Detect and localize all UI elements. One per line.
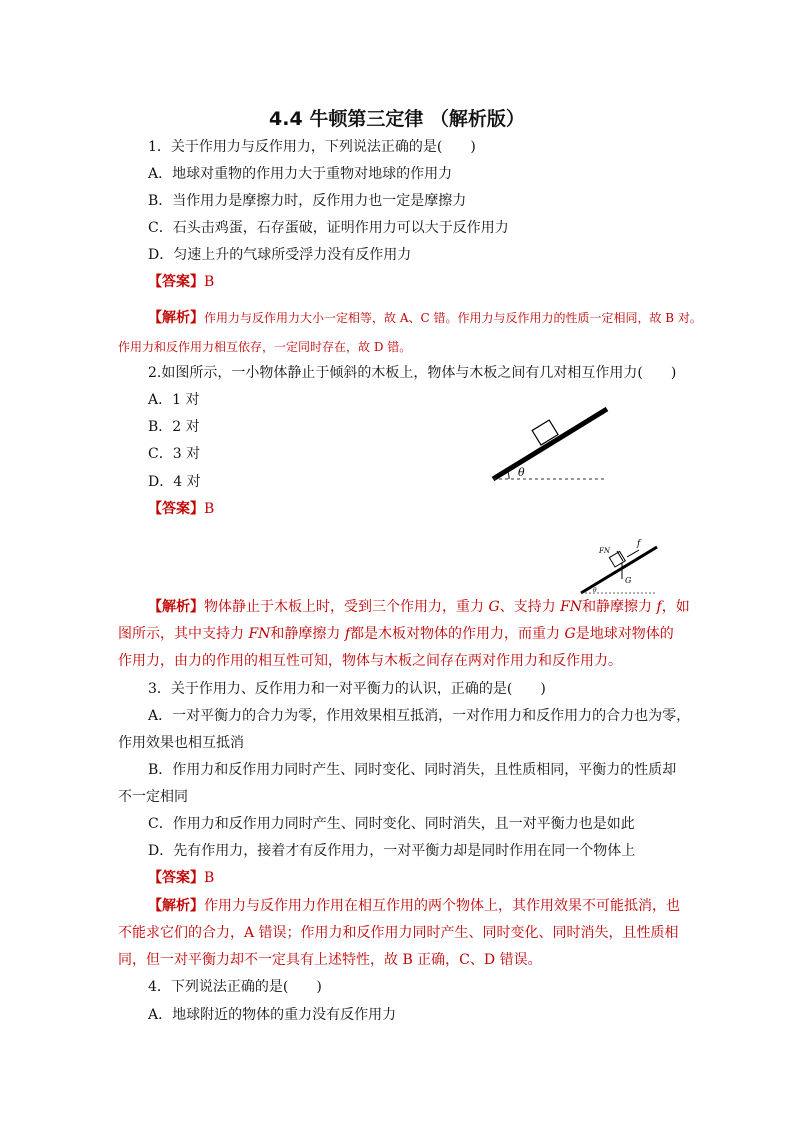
q4-option-a: A．地球附近的物体的重力没有反作用力 — [148, 1007, 397, 1023]
q3-option-d: D．先有作用力，接着才有反作用力，一对平衡力却是同时作用在同一个物体上 — [148, 843, 636, 859]
q2-stem: 2.如图所示，一小物体静止于倾斜的木板上，物体与木板之间有几对相互作用力( ) — [148, 365, 677, 381]
fn-label: FN — [599, 547, 610, 555]
q2-analysis — [148, 597, 690, 617]
q3-option-b: B．作用力和反作用力同时产生、同时变化、同时消失，且性质相同，平衡力的性质却 — [148, 762, 677, 778]
incline-board — [493, 409, 607, 479]
answer-value: B — [204, 501, 215, 517]
analysis-tag: 【解析】 — [148, 310, 204, 326]
q2-option-a: A．1 对 — [148, 392, 200, 408]
q2-option-b: B．2 对 — [148, 419, 200, 435]
q3-option-a-cont: 作用效果也相互抵消 — [118, 735, 244, 751]
q2-analysis-cont2: 作用力，由力的作用的相互性可知，物体与木板之间存在两对作用力和反作用力。 — [118, 653, 622, 669]
answer-tag: 【答案】 — [148, 501, 204, 517]
g-label: G — [625, 576, 632, 585]
q3-answer — [148, 868, 214, 888]
q1-option-b: B．当作用力是摩擦力时，反作用力也一定是摩擦力 — [148, 193, 467, 209]
q3-analysis — [148, 896, 680, 916]
force-block — [609, 551, 625, 567]
incline-figure — [485, 400, 615, 490]
answer-tag: 【答案】 — [148, 870, 204, 886]
force-diagram — [575, 535, 675, 601]
q3-option-b-cont: 不一定相同 — [118, 789, 188, 805]
q2-option-c: C．3 对 — [148, 446, 201, 462]
q1-analysis-cont: 作用力和反作用力相互依存，一定同时存在，故 D 错。 — [118, 340, 412, 354]
q3-analysis-cont1: 不能求它们的合力，A 错误；作用力和反作用力同时产生、同时变化、同时消失，且性质相 — [118, 925, 679, 941]
q2-option-d: D．4 对 — [148, 474, 201, 490]
theta2-label: θ — [593, 587, 597, 594]
page-title: 4.4 牛顿第三定律 （解析版） — [269, 108, 525, 130]
analysis-tag: 【解析】 — [148, 599, 204, 615]
answer-tag: 【答案】 — [148, 274, 204, 290]
answer-value: B — [204, 274, 215, 290]
q3-stem: 3．关于作用力、反作用力和一对平衡力的认识，正确的是( ) — [148, 681, 546, 697]
analysis-text: 作用力与反作用力作用在相互作用的两个物体上，其作用效果不可能抵消，也 — [204, 898, 680, 914]
analysis-text: 物体静止于木板上时，受到三个作用力，重力 G、支持力 FN和静摩擦力 f，如 — [204, 599, 690, 615]
q1-answer — [148, 272, 214, 292]
q1-option-d: D．匀速上升的气球所受浮力没有反作用力 — [148, 247, 412, 263]
q1-stem: 1．关于作用力与反作用力，下列说法正确的是( ) — [148, 139, 476, 155]
q2-analysis-cont1: 图所示，其中支持力 FN和静摩擦力 f都是木板对物体的作用力，而重力 G是地球对物体的 — [118, 626, 674, 642]
theta-label: θ — [518, 466, 525, 479]
q1-analysis — [148, 308, 702, 328]
q1-option-c: C．石头击鸡蛋，石存蛋破，证明作用力可以大于反作用力 — [148, 220, 509, 236]
q3-analysis-cont2: 同，但一对平衡力却不一定具有上述特性，故 B 正确，C、D 错误。 — [118, 952, 542, 968]
analysis-tag: 【解析】 — [148, 898, 204, 914]
f-label: f — [637, 539, 641, 549]
analysis-text: 作用力与反作用力大小一定相等，故 A、C 错。作用力与反作用力的性质一定相同，故 B 对。 — [204, 311, 702, 325]
q3-option-a: A．一对平衡力的合力为零，作用效果相互抵消，一对作用力和反作用力的合力也为零， — [148, 708, 691, 724]
answer-value: B — [204, 870, 215, 886]
q1-option-a: A．地球对重物的作用力大于重物对地球的作用力 — [148, 166, 453, 182]
q2-answer — [148, 499, 214, 519]
q3-option-c: C．作用力和反作用力同时产生、同时变化、同时消失，且一对平衡力也是如此 — [148, 816, 635, 832]
q4-stem: 4．下列说法正确的是( ) — [148, 979, 322, 995]
friction-arrow — [627, 550, 639, 557]
